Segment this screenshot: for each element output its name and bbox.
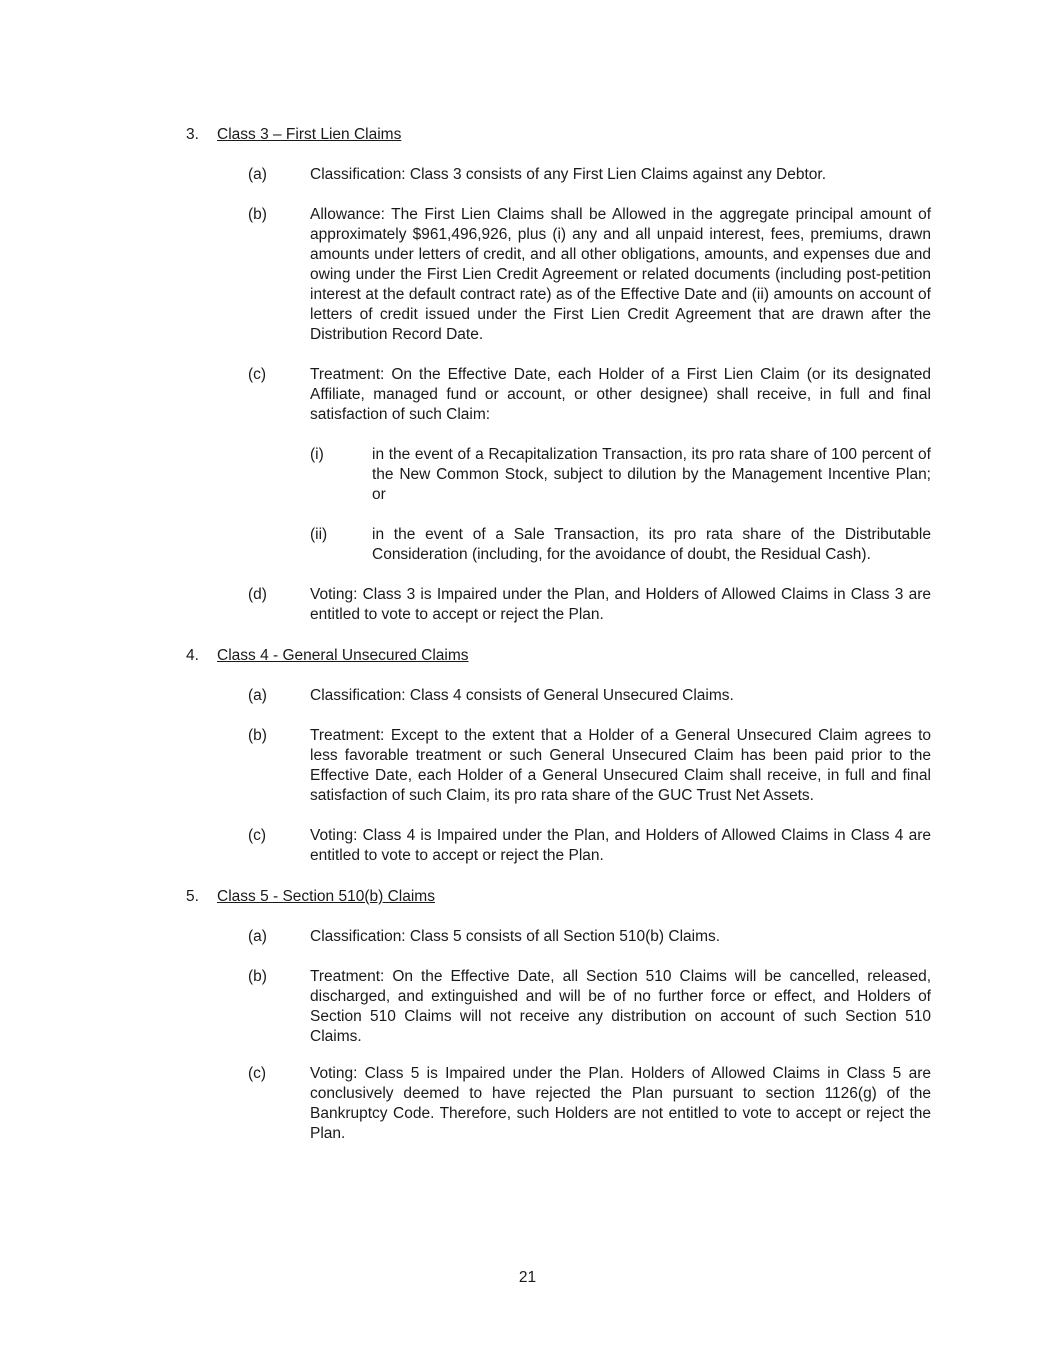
section-title: Class 4 - General Unsecured Claims	[217, 647, 469, 664]
item-label: (d)	[248, 586, 267, 603]
item-label: (a)	[248, 687, 267, 704]
item-text: Voting: Class 5 is Impaired under the Plan. Holders of Allowed Claims in Class 5 are conclusively deemed to have rejected the Plan pursuant to section 1126(g) of the Bankruptcy Code. Therefore, such Holders are not entitled to vote to accept or reject the Plan.	[310, 1065, 931, 1142]
item-label: (b)	[248, 206, 267, 223]
item-text: Classification: Class 5 consists of all Section 510(b) Claims.	[310, 928, 721, 945]
section-title: Class 3 – First Lien Claims	[217, 126, 402, 143]
item-label: (c)	[248, 366, 267, 383]
item-text: Voting: Class 3 is Impaired under the Plan, and Holders of Allowed Claims in Class 3 are entitled to vote to accept or reject the Plan.	[310, 586, 931, 623]
item-text: Treatment: Except to the extent that a Holder of a General Unsecured Claim agrees to less favorable treatment or such General Unsecured Claim has been paid prior to the Effective Date, each Holder of a General Unsecured Claim shall receive, in full and final satisfaction of such Claim, its pro rata share of the GUC Trust Net Assets.	[310, 727, 931, 804]
sub-item-label: (i)	[310, 446, 324, 463]
sub-item-label: (ii)	[310, 526, 328, 543]
item-text: Voting: Class 4 is Impaired under the Plan, and Holders of Allowed Claims in Class 4 are entitled to vote to accept or reject the Plan.	[310, 827, 931, 864]
sub-item-text: in the event of a Sale Transaction, its pro rata share of the Distributable Consideration (including, for the avoidance of doubt, the Residual Cash).	[372, 526, 931, 563]
item-label: (c)	[248, 827, 267, 844]
sub-item-text: in the event of a Recapitalization Transaction, its pro rata share of 100 percent of the New Common Stock, subject to dilution by the Management Incentive Plan; or	[372, 446, 931, 503]
item-text: Treatment: On the Effective Date, all Section 510 Claims will be cancelled, released, discharged, and extinguished and will be of no further force or effect, and Holders of Section 510 Claims will not receive any distribution on account of such Section 510 Claims.	[310, 968, 931, 1045]
section-number: 3.	[186, 126, 199, 143]
section-number: 5.	[186, 888, 199, 905]
item-text: Treatment: On the Effective Date, each Holder of a First Lien Claim (or its designated Affiliate, managed fund or account, or other designee) shall receive, in full and final satisfaction of such Claim:	[310, 366, 931, 423]
page-number: 21	[518, 1269, 537, 1286]
item-label: (b)	[248, 727, 267, 744]
item-text: Classification: Class 4 consists of General Unsecured Claims.	[310, 687, 734, 704]
item-label: (a)	[248, 928, 267, 945]
item-text: Classification: Class 3 consists of any First Lien Claims against any Debtor.	[310, 166, 827, 183]
item-label: (c)	[248, 1065, 267, 1082]
item-text: Allowance: The First Lien Claims shall be Allowed in the aggregate principal amount of approximately $961,496,926, plus (i) any and all unpaid interest, fees, premiums, drawn amounts under letters of credit, and all other obligations, amounts, and expenses due and owing under the First Lien Credit Agreement or related documents (including post-petition interest at the default contract rate) as of the Effective Date and (ii) amounts on account of letters of credit issued under the First Lien Credit Agreement that are drawn after the Distribution Record Date.	[310, 206, 931, 343]
section-number: 4.	[186, 647, 199, 664]
section-title: Class 5 - Section 510(b) Claims	[217, 888, 435, 905]
item-label: (b)	[248, 968, 267, 985]
item-label: (a)	[248, 166, 267, 183]
